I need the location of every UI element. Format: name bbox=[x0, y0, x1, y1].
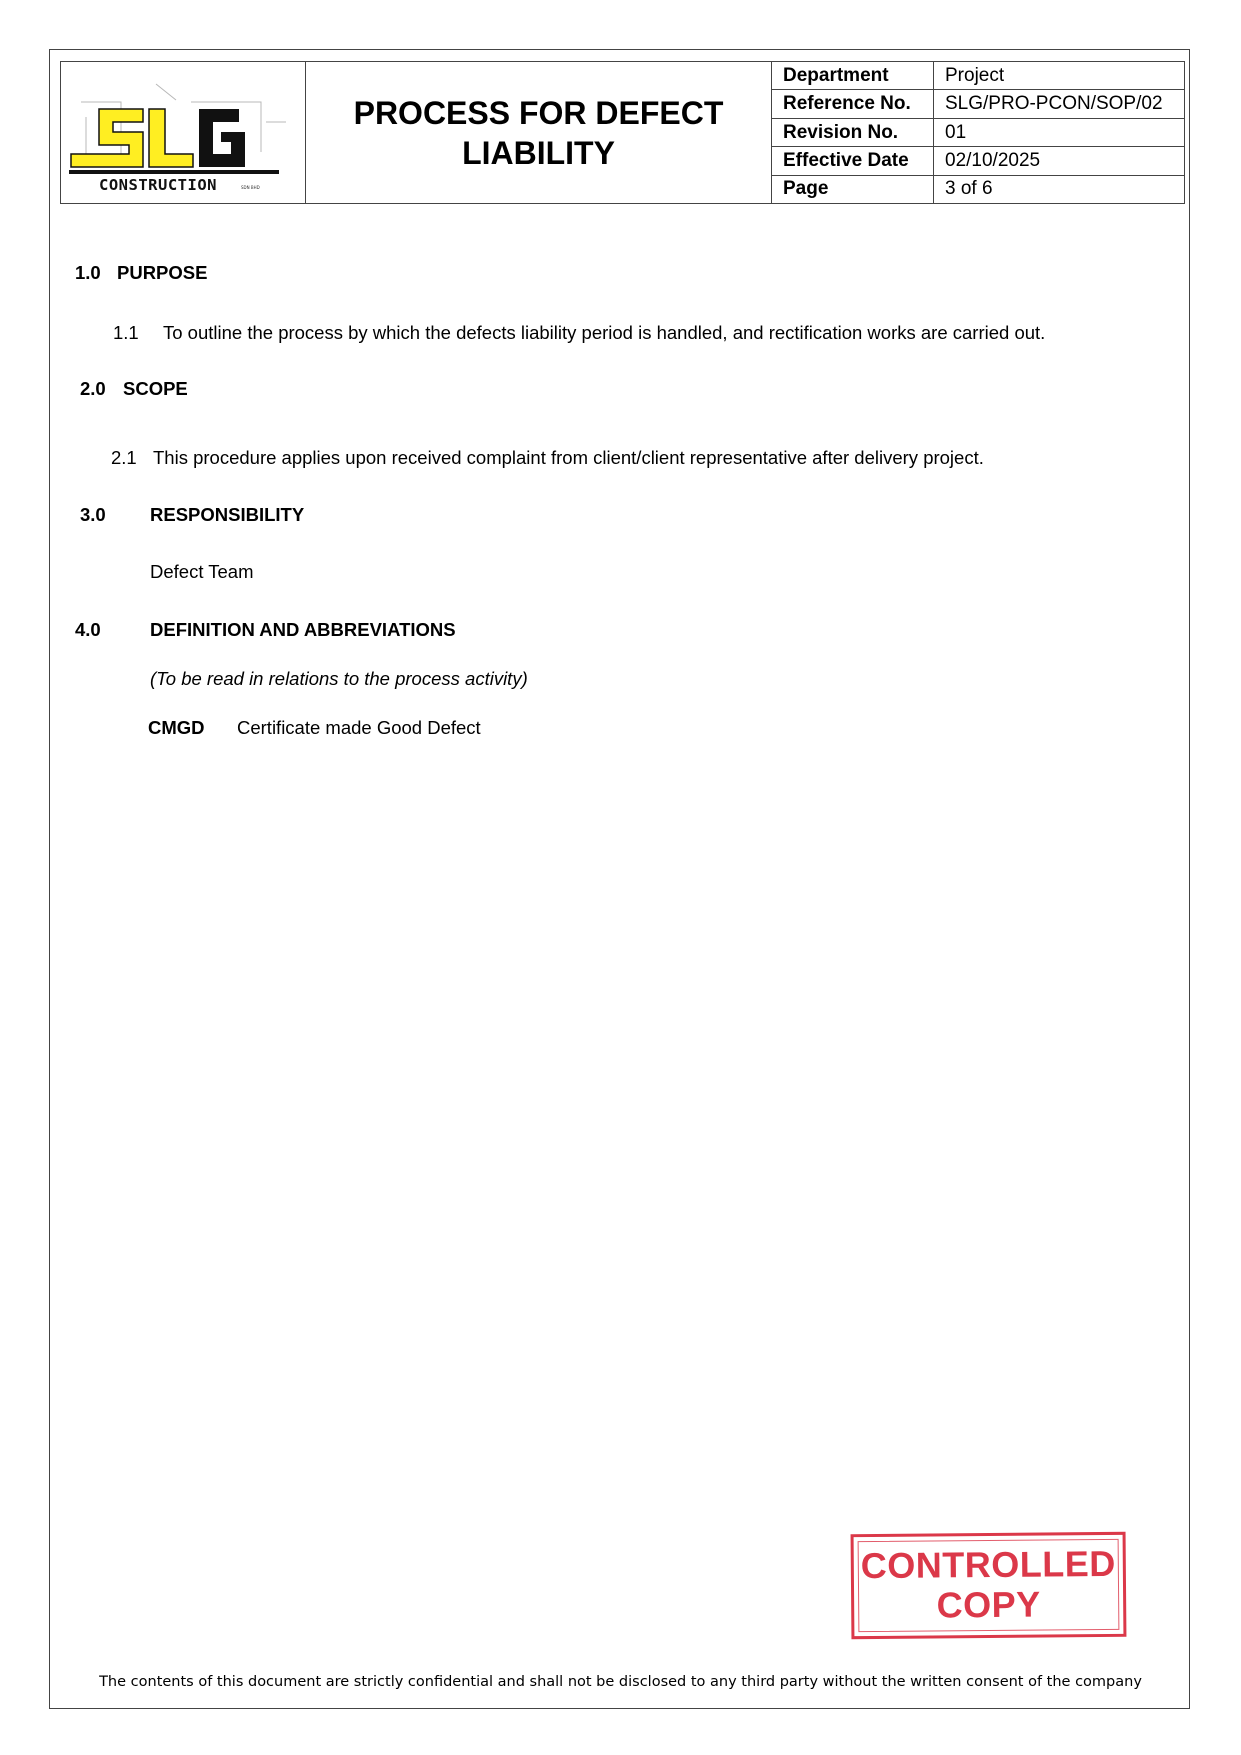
definition-text: Certificate made Good Defect bbox=[237, 717, 481, 738]
confidentiality-footer: The contents of this document are strictly confidential and shall not be disclosed to any third party without the written consent of the company bbox=[99, 1674, 1142, 1690]
item-number: 1.1 bbox=[113, 322, 139, 343]
logo-letter-g bbox=[199, 109, 245, 167]
section-heading: SCOPE bbox=[123, 378, 188, 399]
page-border bbox=[49, 49, 1190, 1709]
info-row-page bbox=[772, 176, 1184, 203]
info-label: Department bbox=[772, 62, 934, 89]
controlled-copy-stamp bbox=[851, 1532, 1127, 1639]
section-number: 3.0 bbox=[80, 504, 106, 525]
logo-underline bbox=[69, 170, 279, 174]
logo-letter-l bbox=[149, 109, 193, 167]
item-text: This procedure applies upon received complaint from client/client representative after delivery project. bbox=[153, 447, 984, 468]
info-label: Reference No. bbox=[772, 90, 934, 117]
document-info-table bbox=[772, 62, 1184, 203]
document-header bbox=[60, 61, 1185, 204]
section-number: 4.0 bbox=[75, 619, 101, 640]
info-label: Effective Date bbox=[772, 147, 934, 174]
section-number: 1.0 bbox=[75, 262, 101, 283]
item-text: To outline the process by which the defects liability period is handled, and rectification works are carried out. bbox=[163, 322, 1046, 343]
stamp-line-2: COPY bbox=[936, 1583, 1041, 1626]
company-logo bbox=[61, 62, 306, 203]
definition-term: CMGD bbox=[148, 717, 205, 738]
info-row-revision bbox=[772, 119, 1184, 147]
logo-letter-s bbox=[71, 109, 143, 167]
document-title: PROCESS FOR DEFECT LIABILITY bbox=[353, 94, 724, 171]
section-heading: RESPONSIBILITY bbox=[150, 504, 305, 525]
info-label: Page bbox=[772, 176, 934, 203]
logo-suffix: SDN BHD bbox=[241, 185, 260, 190]
responsibility-text: Defect Team bbox=[150, 561, 254, 582]
stamp-inner-border bbox=[858, 1539, 1120, 1632]
info-label: Revision No. bbox=[772, 119, 934, 146]
slg-logo-icon bbox=[61, 62, 304, 202]
info-row-effective-date bbox=[772, 147, 1184, 175]
info-value: SLG/PRO-PCON/SOP/02 bbox=[945, 93, 1163, 115]
item-number: 2.1 bbox=[111, 447, 137, 468]
info-row-reference bbox=[772, 90, 1184, 118]
info-row-department bbox=[772, 62, 1184, 90]
section-heading: DEFINITION AND ABBREVIATIONS bbox=[150, 619, 456, 640]
section-number: 2.0 bbox=[80, 378, 106, 399]
section-heading: PURPOSE bbox=[117, 262, 208, 283]
info-value: Project bbox=[945, 64, 1005, 86]
info-value: 01 bbox=[945, 121, 967, 143]
definitions-note: (To be read in relations to the process activity) bbox=[150, 668, 528, 689]
title-cell bbox=[306, 62, 772, 203]
logo-wordmark: CONSTRUCTION bbox=[99, 176, 217, 194]
info-value: 3 of 6 bbox=[945, 178, 993, 200]
stamp-line-1: CONTROLLED bbox=[860, 1542, 1116, 1587]
info-value: 02/10/2025 bbox=[945, 149, 1041, 171]
